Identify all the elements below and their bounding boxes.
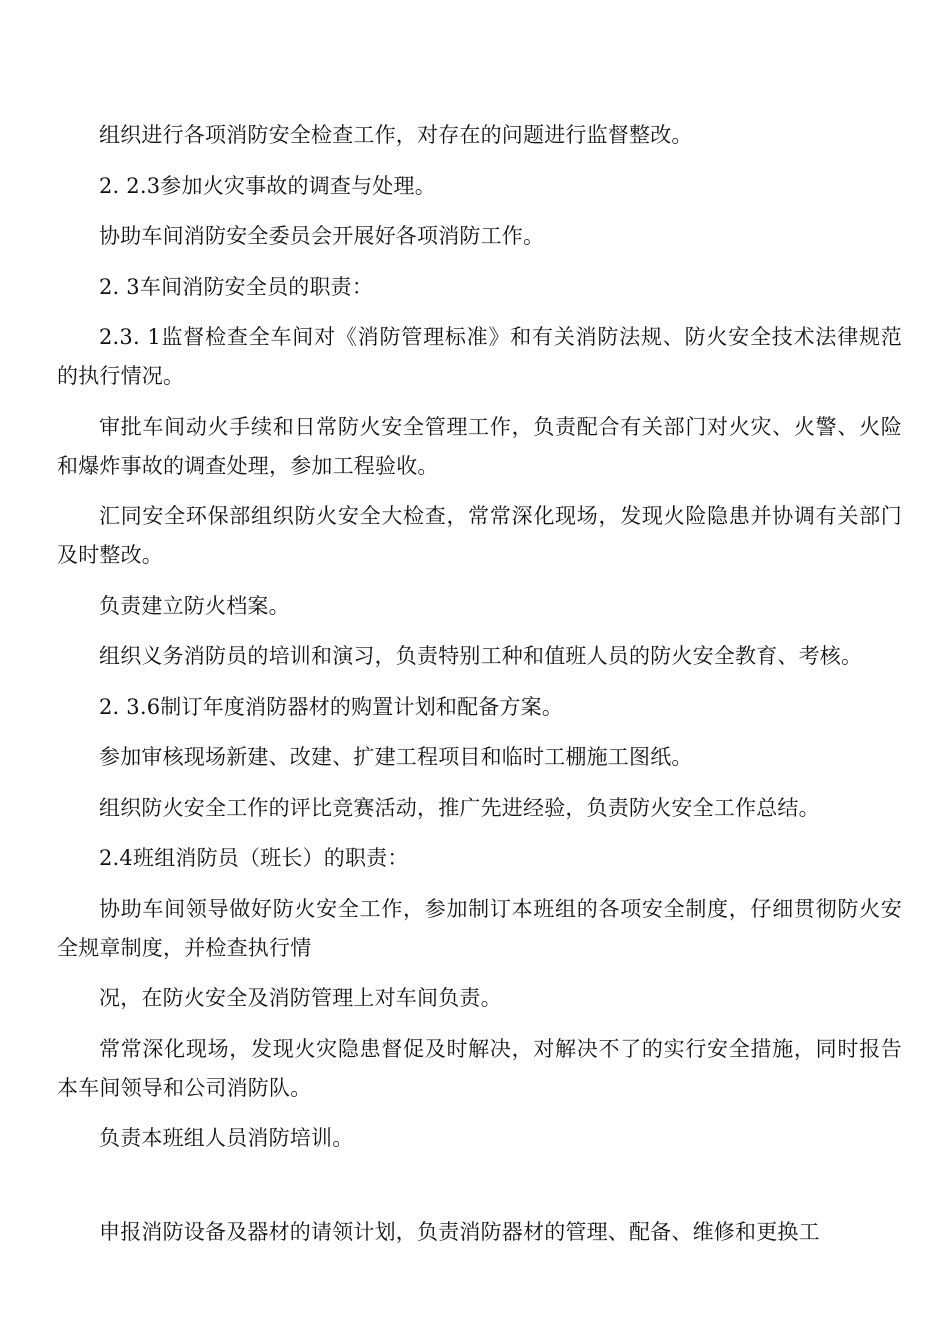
paragraph-17: 负责本班组人员消防培训。	[99, 1126, 354, 1150]
paragraph-10: 2. 3.6制订年度消防器材的购置计划和配备方案。	[99, 694, 564, 719]
paragraph-12: 组织防火安全工作的评比竞赛活动，推广先进经验，负责防火安全工作总结。	[99, 795, 820, 820]
paragraph-16: 常常深化现场，发现火灾隐患督促及时解决，对解决不了的实行安全措施，同时报告本车间领导和公司消防队。	[57, 1036, 902, 1100]
paragraph-9: 组织义务消防员的培训和演习，负责特别工种和值班人员的防火安全教育、考核。	[99, 644, 863, 668]
paragraph-5: 2.3. 1监督检查全车间对《消防管理标准》和有关消防法规、防火安全技术法律规范的执行情况。	[57, 325, 902, 388]
paragraph-8: 负责建立防火档案。	[99, 593, 290, 618]
paragraph-13: 2.4班组消防员（班长）的职责：	[99, 846, 409, 870]
paragraph-11: 参加审核现场新建、改建、扩建工程项目和临时工棚施工图纸。	[99, 745, 693, 769]
paragraph-7: 汇同安全环保部组织防火安全大检查，常常深化现场，发现火险隐患并协调有关部门及时整改。	[57, 504, 902, 567]
paragraph-14: 协助车间领导做好防火安全工作，参加制订本班组的各项安全制度，仔细贯彻防火安全规章制度，并检查执行情	[57, 896, 902, 960]
paragraph-4: 2. 3车间消防安全员的职责：	[99, 274, 374, 299]
paragraph-1: 组织进行各项消防安全检查工作，对存在的问题进行监督整改。	[99, 123, 693, 147]
paragraph-6: 审批车间动火手续和日常防火安全管理工作，负责配合有关部门对火灾、火警、火险和爆炸事故的调查处理，参加工程验收。	[57, 414, 902, 478]
paragraph-18: 申报消防设备及器材的请领计划，负责消防器材的管理、配备、维修和更换工	[99, 1220, 820, 1244]
paragraph-3: 协助车间消防安全委员会开展好各项消防工作。	[99, 224, 545, 248]
paragraph-15: 况，在防火安全及消防管理上对车间负责。	[99, 986, 502, 1010]
paragraph-2: 2. 2.3参加火灾事故的调查与处理。	[99, 173, 436, 198]
